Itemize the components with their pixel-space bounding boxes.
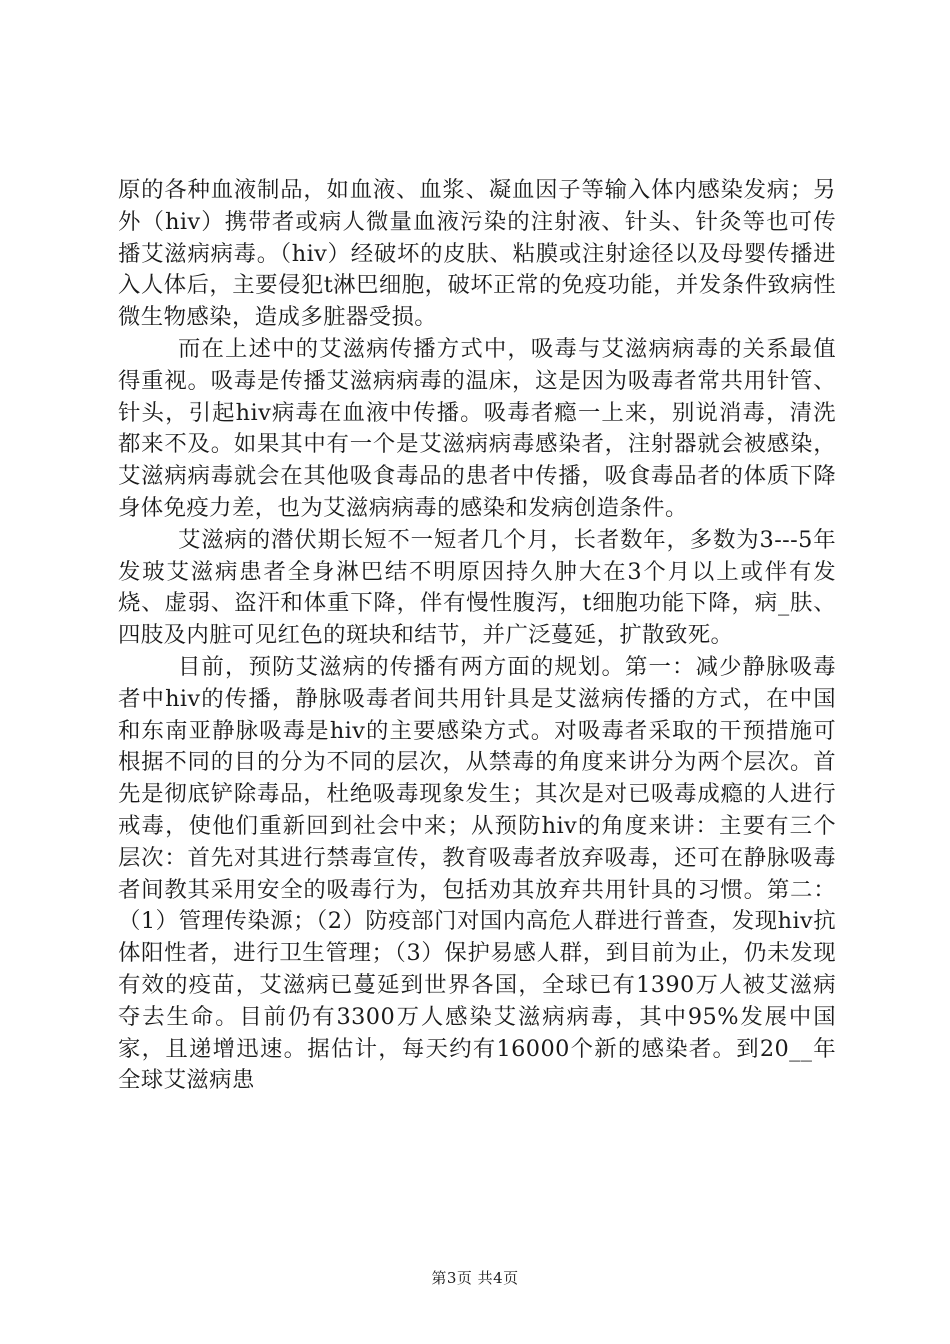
paragraph-prevention: 目前，预防艾滋病的传播有两方面的规划。第一：减少静脉吸毒者中hiv的传播，静脉吸毒者间共用针具是艾滋病传播的方式，在中国和东南亚静脉吸毒是hiv的主要感染方式。对吸毒者采取的干预措施可根据不同的目的分为不同的层次，从禁毒的角度来讲分为两个层次。首先是彻底铲除毒品，杜绝吸毒现象发生；其次是对已吸毒成瘾的人进行戒毒，使他们重新回到社会中来；从预防hiv的角度来讲：主要有三个层次：首先对其进行禁毒宣传，教育吸毒者放弃吸毒，还可在静脉吸毒者间教其采用安全的吸毒行为，包括劝其放弃共用针具的习惯。第二：（1）管理传染源；（2）防疫部门对国内高危人群进行普查，发现hiv抗体阳性者，进行卫生管理；（3）保护易感人群，到目前为止，仍未发现有效的疫苗，艾滋病已蔓延到世界各国，全球已有1390万人被艾滋病夺去生命。目前仍有3300万人感染艾滋病病毒，其中95%发展中国家，且递增迅速。据估计，每天约有16000个新的感染者。到20__年全球艾滋病患 [118,653,836,1094]
paragraph-drug-transmission: 而在上述中的艾滋病传播方式中，吸毒与艾滋病病毒的关系最值得重视。吸毒是传播艾滋病病毒的温床，这是因为吸毒者常共用针管、针头，引起hiv病毒在血液中传播。吸毒者瘾一上来，别说消毒，清洗都来不及。如果其中有一个是艾滋病病毒感染者，注射器就会被感染，艾滋病病毒就会在其他吸食毒品的患者中传播，吸食毒品者的体质下降身体免疫力差，也为艾滋病病毒的感染和发病创造条件。 [118,335,836,521]
paragraph-continuation: 原的各种血液制品，如血液、血浆、凝血因子等输入体内感染发病；另外（hiv）携带者或病人微量血液污染的注射液、针头、针灸等也可传播艾滋病病毒。（hiv）经破坏的皮肤、粘膜或注射途径以及母婴传播进入人体后，主要侵犯t淋巴细胞，破坏正常的免疫功能，并发条件致病性微生物感染，造成多脏器受损。 [118,177,836,331]
page-number-footer: 第3页 共4页 [431,1269,519,1287]
paragraph-incubation: 艾滋病的潜伏期长短不一短者几个月，长者数年，多数为3---5年发玻艾滋病患者全身淋巴结不明原因持久肿大在3个月以上或伴有发烧、虚弱、盗汗和体重下降，伴有慢性腹泻，t细胞功能下降，病_肤、四肢及内脏可见红色的斑块和结节，并广泛蔓延，扩散致死。 [118,526,836,649]
page-body [118,175,836,1097]
